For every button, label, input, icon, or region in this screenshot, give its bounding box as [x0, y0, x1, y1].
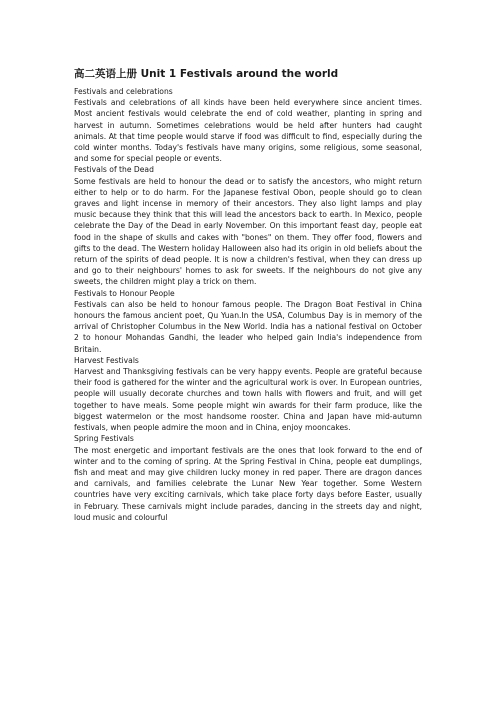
section-heading-festivals-and-celebrations: Festivals and celebrations	[74, 87, 173, 96]
paragraph-festivals-of-the-dead: Some festivals are held to honour the dead or to satisfy the ancestors, who might return either to help or to do harm. For the Japanese festival Obon, people should go to clean graves and light incense in memory of their ancestors. They also light lamps and play music because they think that this will lead the ancestors back to earth. In Mexico, people celebrate the Day of the Dead in early November. On this important feast day, people eat food in the shape of skulls and cakes with "bones" on them. They offer food, flowers and gifts to the dead. The Western holiday Halloween also had its origin in old beliefs about the return of the spirits of dead people. It is now a children's festival, when they can dress up and go to their neighbours' homes to ask for sweets. If the neighbours do not give any sweets, the children might play a trick on them.	[74, 176, 422, 287]
document-title: 高二英语上册 Unit 1 Festivals around the world	[74, 68, 339, 80]
section-heading-festivals-to-honour-people: Festivals to Honour People	[74, 288, 175, 298]
paragraph-festivals-and-celebrations: Festivals and celebrations of all kinds have been held everywhere since ancient times. Most ancient festivals would celebrate the end of cold weather, planting in spring and harvest in autumn. Sometimes celebrations would be held after hunters had caught animals. At that time people would starve if food was difficult to find, especially during the cold winter months. Today's festivals have many origins, some religious, some seasonal, and some for special people or events.	[74, 98, 422, 164]
paragraph-harvest-festivals: Harvest and Thanksgiving festivals can be very happy events. People are grateful because their food is gathered for the winter and the agricultural work is over. In European ountries, people will usually decorate churches and town halls with flowers and fruit, and will get together to have meals. Some people might win awards for their farm produce, like the biggest watermelon or the most handsome rooster. China and Japan have mid-autumn festivals, when people admire the moon and in China, enjoy mooncakes.	[74, 367, 423, 433]
section-heading-harvest-festivals: Harvest Festivals	[74, 355, 139, 365]
paragraph-festivals-to-honour-people: Festivals can also be held to honour famous people. The Dragon Boat Festival in China honours the famous ancient poet, Qu Yuan.In the USA, Columbus Day is in memory of the arrival of Christopher Columbus in the New World. India has a national festival on October 2 to honour Mohandas Gandhi, the leader who helped gain India's independence from Britain.	[74, 299, 422, 354]
section-heading-spring-festivals: Spring Festivals	[74, 434, 134, 444]
document-page	[74, 66, 422, 523]
section-heading-festivals-of-the-dead: Festivals of the Dead	[74, 165, 154, 175]
paragraph-spring-festivals: The most energetic and important festivals are the ones that look forward to the end of winter and to the coming of spring. At the Spring Festival in China, people eat dumplings, fish and meat and may give children lucky money in red paper. There are dragon dances and carnivals, and families celebrate the Lunar New Year together. Some Western countries have very exciting carnivals, which take place forty days before Easter, usually in February. These carnivals might include parades, dancing in the streets day and night, loud music and colourful	[74, 445, 422, 522]
